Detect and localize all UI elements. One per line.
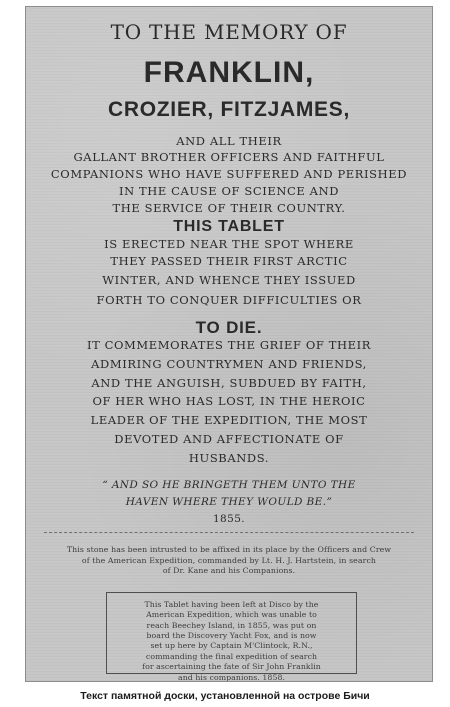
lower-note <box>42 545 416 577</box>
commemoration-line-5: LEADER OF THE EXPEDITION, THE MOST <box>90 413 368 427</box>
lower-note-line-2: of the American Expedition, commanded by Lt. H. J. Hartstein, in search <box>81 555 377 565</box>
tablet-line-2: THEY PASSED THEIR FIRST ARCTIC <box>110 254 348 268</box>
dashed-divider <box>44 532 414 533</box>
title-line-2: FRANKLIN, <box>143 56 315 89</box>
commemoration-line-6: DEVOTED AND AFFECTIONATE OF <box>114 432 344 446</box>
commemoration-line-7: HUSBANDS. <box>188 451 270 465</box>
title-line-3: CROZIER, FITZJAMES, <box>108 98 350 121</box>
inner-box-line-7: for ascertaining the fate of Sir John Franklin <box>142 662 321 672</box>
lower-note-line-3: of Dr. Kane and his Companions. <box>162 566 296 576</box>
inner-inscription-box <box>106 592 357 682</box>
die-heading: TO DIE. <box>195 318 263 337</box>
inner-box-line-2: American Expedition, which was unable to <box>146 610 317 620</box>
title-line-1: TO THE MEMORY OF <box>110 20 348 44</box>
inner-box-line-4: board the Discovery Yacht Fox, and is now <box>146 631 317 641</box>
inner-box-line-8: and his companions. 1858. <box>178 672 285 682</box>
quote-line-2: HAVEN WHERE THEY WOULD BE.” <box>125 496 333 508</box>
commemoration-line-2: ADMIRING COUNTRYMEN AND FRIENDS, <box>91 357 367 371</box>
body-line-2: GALLANT BROTHER OFFICERS AND FAITHFUL <box>73 150 385 164</box>
commemoration-line-1: IT COMMEMORATES THE GRIEF OF THEIR <box>86 338 372 352</box>
body-line-3: COMPANIONS WHO HAVE SUFFERED AND PERISHED <box>50 167 408 181</box>
image-caption: Текст памятной доски, установленной на острове Бичи <box>80 690 370 702</box>
body-line-5: THE SERVICE OF THEIR COUNTRY. <box>112 201 346 215</box>
tablet-line-1: IS ERECTED NEAR THE SPOT WHERE <box>104 237 354 251</box>
tablet-heading: THIS TABLET <box>173 218 285 235</box>
inner-box-line-3: reach Beechey Island, in 1855, was put on <box>146 620 317 630</box>
inner-box-line-6: commanding the final expedition of search <box>145 651 318 661</box>
quote-year: 1855. <box>212 513 246 525</box>
inner-box-line-1: This Tablet having been left at Disco by the <box>144 600 319 609</box>
tablet-line-3: WINTER, AND WHENCE THEY ISSUED <box>102 273 356 287</box>
lower-note-line-1: This stone has been intrusted to be affixed in its place by the Officers and Crew <box>66 545 392 554</box>
tablet-line-4: FORTH TO CONQUER DIFFICULTIES OR <box>96 293 362 307</box>
commemoration-line-3: AND THE ANGUISH, SUBDUED BY FAITH, <box>91 376 367 390</box>
quote-line-1: “ AND SO HE BRINGETH THEM UNTO THE <box>102 479 356 491</box>
memorial-tablet <box>25 6 433 682</box>
body-line-4: IN THE CAUSE OF SCIENCE AND <box>118 184 340 198</box>
commemoration-line-4: OF HER WHO HAS LOST, IN THE HEROIC <box>92 394 366 408</box>
body-line-1: AND ALL THEIR <box>176 134 282 148</box>
inner-box-line-5: set up here by Captain M'Clintock, R.N., <box>150 641 313 651</box>
